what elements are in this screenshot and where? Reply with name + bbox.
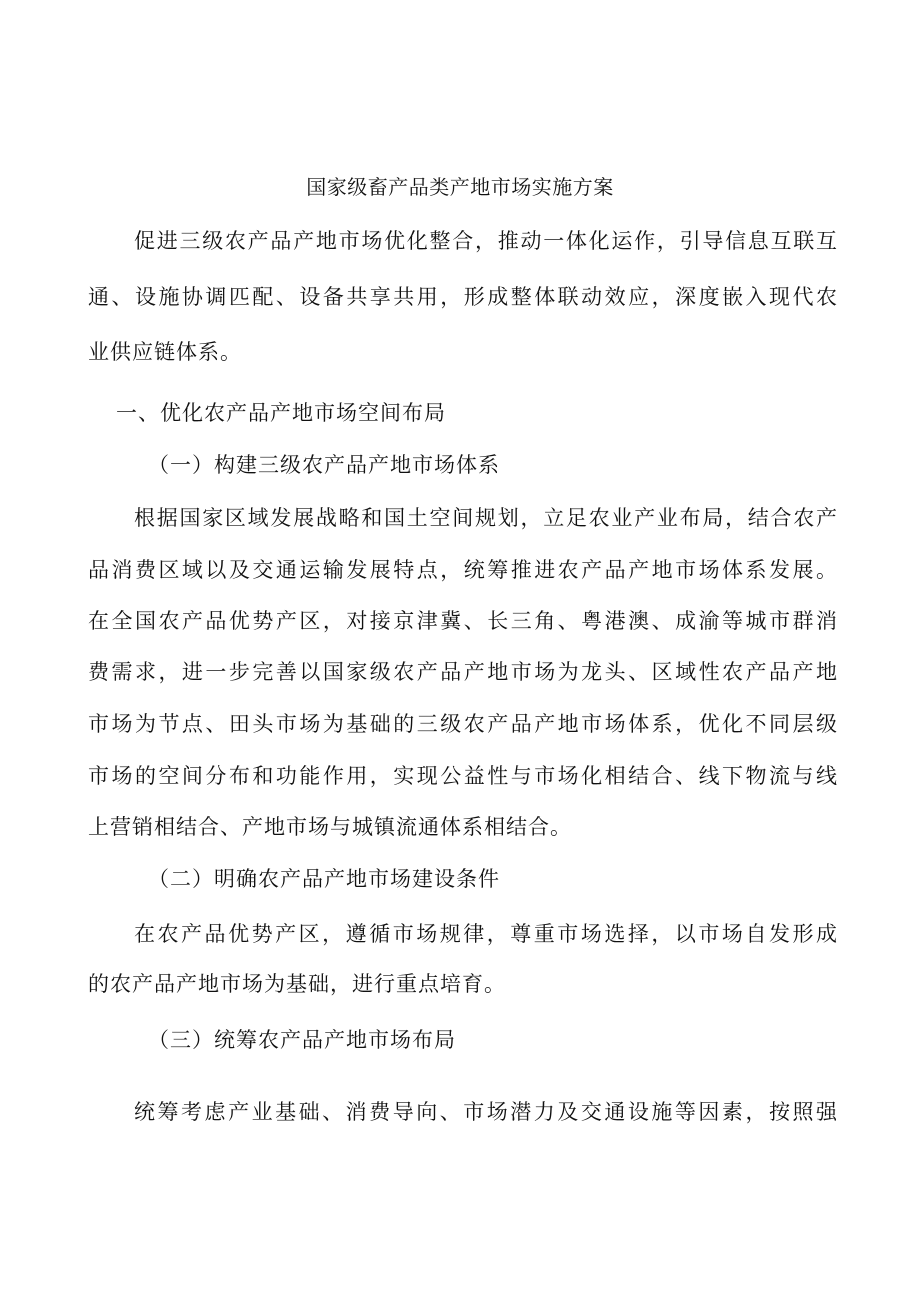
paragraph-line: 在全国农产品优势产区，对接京津冀、长三角、粤港澳、成渝等城市群消 [88, 609, 838, 633]
paragraph-line: 市场的空间分布和功能作用，实现公益性与市场化相结合、线下物流与线 [88, 764, 838, 788]
subsection-heading: （一）构建三级农产品产地市场体系 [148, 453, 500, 477]
paragraph-line: 的农产品产地市场为基础，进行重点培育。 [88, 972, 506, 996]
paragraph-line: 市场为节点、田头市场为基础的三级农产品产地市场体系，优化不同层级 [88, 712, 838, 736]
subsection-heading: （三）统筹农产品产地市场布局 [148, 1028, 456, 1052]
intro-paragraph-line: 业供应链体系。 [88, 340, 242, 364]
paragraph-line: 统筹考虑产业基础、消费导向、市场潜力及交通设施等因素，按照强 [134, 1100, 838, 1124]
paragraph-line: 品消费区域以及交通运输发展特点，统筹推进农产品产地市场体系发展。 [88, 558, 838, 582]
paragraph-line: 费需求，进一步完善以国家级农产品产地市场为龙头、区域性农产品产地 [88, 660, 838, 684]
paragraph-line: 上营销相结合、产地市场与城镇流通体系相结合。 [88, 815, 572, 839]
intro-paragraph-line: 促进三级农产品产地市场优化整合，推动一体化运作，引导信息互联互 [134, 229, 838, 253]
intro-paragraph-line: 通、设施协调匹配、设备共享共用，形成整体联动效应，深度嵌入现代农 [88, 285, 838, 309]
subsection-heading: （二）明确农产品产地市场建设条件 [148, 867, 500, 891]
paragraph-line: 在农产品优势产区，遵循市场规律，尊重市场选择，以市场自发形成 [134, 922, 838, 946]
section-heading: 一、优化农产品产地市场空间布局 [116, 401, 446, 425]
document-title: 国家级畜产品类产地市场实施方案 [306, 175, 614, 199]
paragraph-line: 根据国家区域发展战略和国土空间规划，立足农业产业布局，结合农产 [134, 506, 838, 530]
